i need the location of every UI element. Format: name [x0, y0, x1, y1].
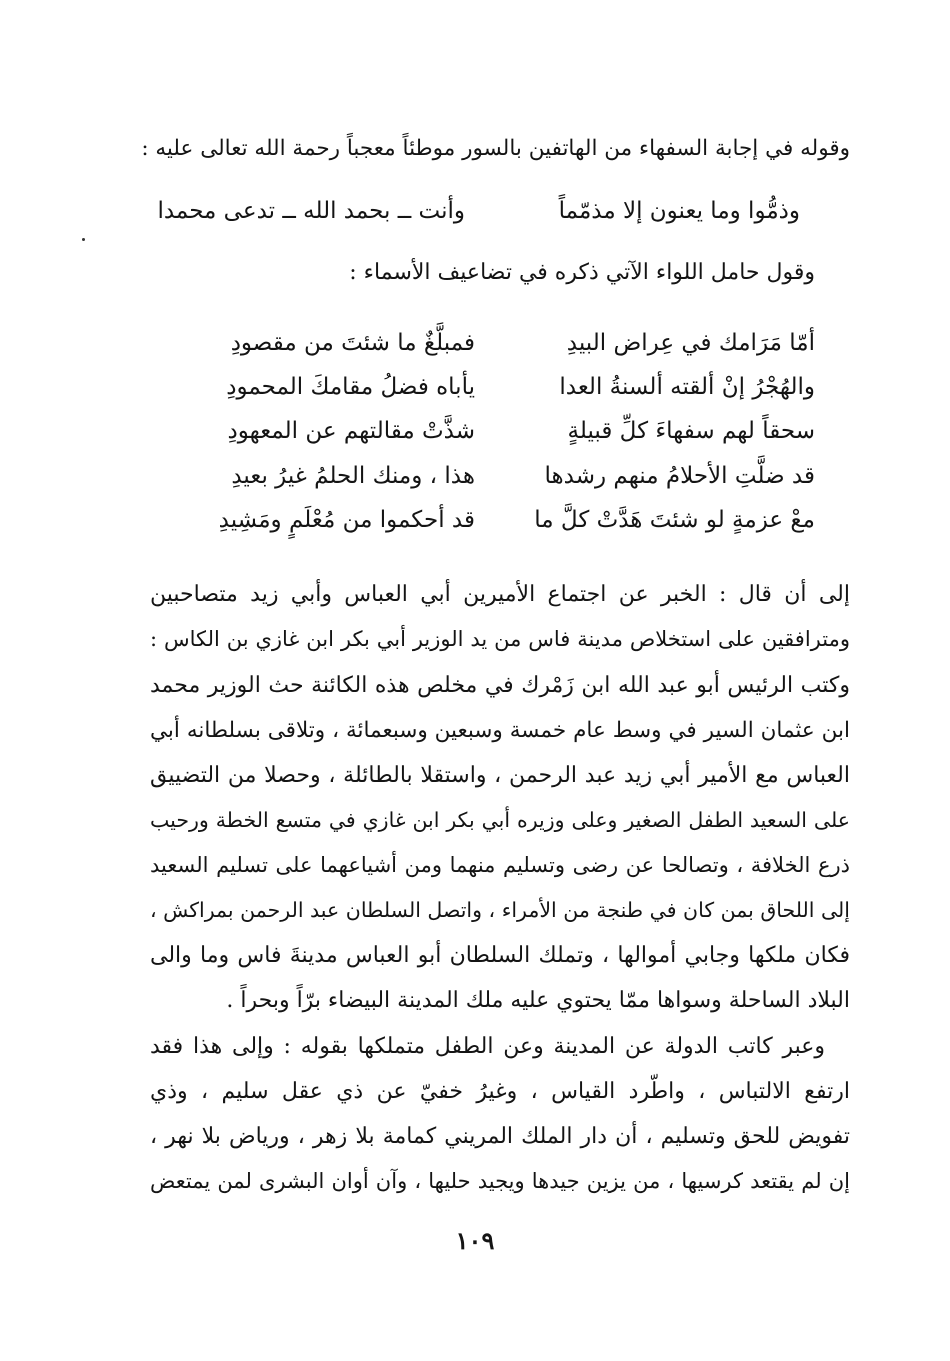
poem-verse — [140, 374, 815, 410]
poem-verse — [140, 418, 815, 454]
poem-first-hemistich: معْ عزمةٍ لو شئتَ هَدَّتْ كلَّ ما — [534, 507, 815, 533]
poem-second-hemistich: يأباه فضلُ مقامكَ المحمودِ — [226, 374, 475, 400]
text-line: ارتفع الالتباس ، واطّرد القياس ، وغيرُ خفيّ عن ذي عقل سليم ، وذي — [150, 1079, 850, 1104]
text-line: فكان ملكها وجابي أموالها ، وتملك السلطان أبو العباس مدينةَ فاس وما والى — [150, 943, 850, 968]
poem-first-hemistich: والهُجْرُ إنْ ألقته ألسنةُ العدا — [559, 374, 815, 400]
single-verse — [157, 198, 800, 234]
poem-first-hemistich: سحقاً لهم سفهاءَ كلِّ قبيلةٍ — [567, 418, 815, 444]
poem-verse — [140, 507, 815, 543]
poem-first-hemistich: قد ضلَّتِ الأحلامُ منهم رشدها — [544, 463, 815, 489]
poem-second-hemistich: فمبلَّغٌ ما شئتَ من مقصودِ — [230, 330, 475, 356]
text-line: إلى اللحاق بمن كان في طنجة من الأمراء ، واتصل السلطان عبد الرحمن بمراكش ، — [150, 898, 850, 922]
text-line: ومترافقين على استخلاص مدينة فاس من يد الوزير أبي بكر ابن غازي بن الكاس : — [150, 627, 850, 651]
text-line: البلاد الساحلة وسواها ممّا يحتوي عليه ملك المدينة البيضاء برّاً وبحراً . — [226, 988, 850, 1013]
single-verse-second-hemistich: وأنت ــ بحمد الله ــ تدعى محمدا — [157, 198, 465, 224]
text-line: ذرع الخلافة ، وتصالحا عن رضى وتسليم منهما ومن أشياعهما على تسليم السعيد — [150, 853, 850, 877]
single-verse-first-hemistich: وذمُّوا وما يعنون إلا مذمّماً — [558, 198, 800, 224]
text-line: على السعيد الطفل الصغير وعلى وزيره أبي بكر ابن غازي في متسع الخطة ورحيب — [150, 808, 850, 832]
poem-verse — [140, 463, 815, 499]
text-line: إلى أن قال : الخبر عن اجتماع الأميرين أبي العباس وأبي زيد متصاحبين — [150, 582, 850, 607]
text-line: العباس مع الأمير أبي زيد عبد الرحمن ، واستقلا بالطائلة ، وحصلا من التضييق — [150, 763, 850, 788]
poem-second-hemistich: قد أحكموا من مُعْلَمٍ ومَشِيدِ — [218, 507, 475, 533]
poem-second-hemistich: شذَّتْ مقالتهم عن المعهودِ — [227, 418, 475, 444]
poem-second-hemistich: هذا ، ومنك الحلمُ غيرُ بعيدِ — [231, 463, 475, 489]
page-number: ١٠٩ — [455, 1226, 495, 1255]
poem-first-hemistich: أمّا مَرَامك في عِراض البيدِ — [566, 330, 815, 356]
intro-line: وقوله في إجابة السفهاء من الهاتفين بالسور موطئاً معجباً رحمة الله تعالى عليه : — [141, 136, 850, 161]
text-line: وعبر كاتب الدولة عن المدينة وعن الطفل متملكها بقوله : وإلى هذا فقد — [150, 1034, 825, 1059]
second-intro-line: وقول حامل اللواء الآتي ذكره في تضاعيف الأسماء : — [349, 260, 815, 285]
poem-verse — [140, 330, 815, 366]
text-line: وكتب الرئيس أبو عبد الله ابن زَمْرك في مخلص هذه الكائنة حث الوزير محمد — [150, 673, 850, 698]
text-line: ابن عثمان السير في وسط عام خمسة وسبعين وسبعمائة ، وتلاقى بسلطانه أبي — [150, 718, 850, 743]
scan-speck — [82, 238, 85, 241]
text-line: إن لم يقتعد كرسيها ، من يزين جيدها ويجيد حليها ، وآن أوان البشرى لمن يمتعض — [150, 1169, 850, 1193]
text-line: تفويض للحق وتسليم ، أن دار الملك المريني كمامة بلا زهر ، ورياض بلا نهر ، — [150, 1124, 850, 1149]
